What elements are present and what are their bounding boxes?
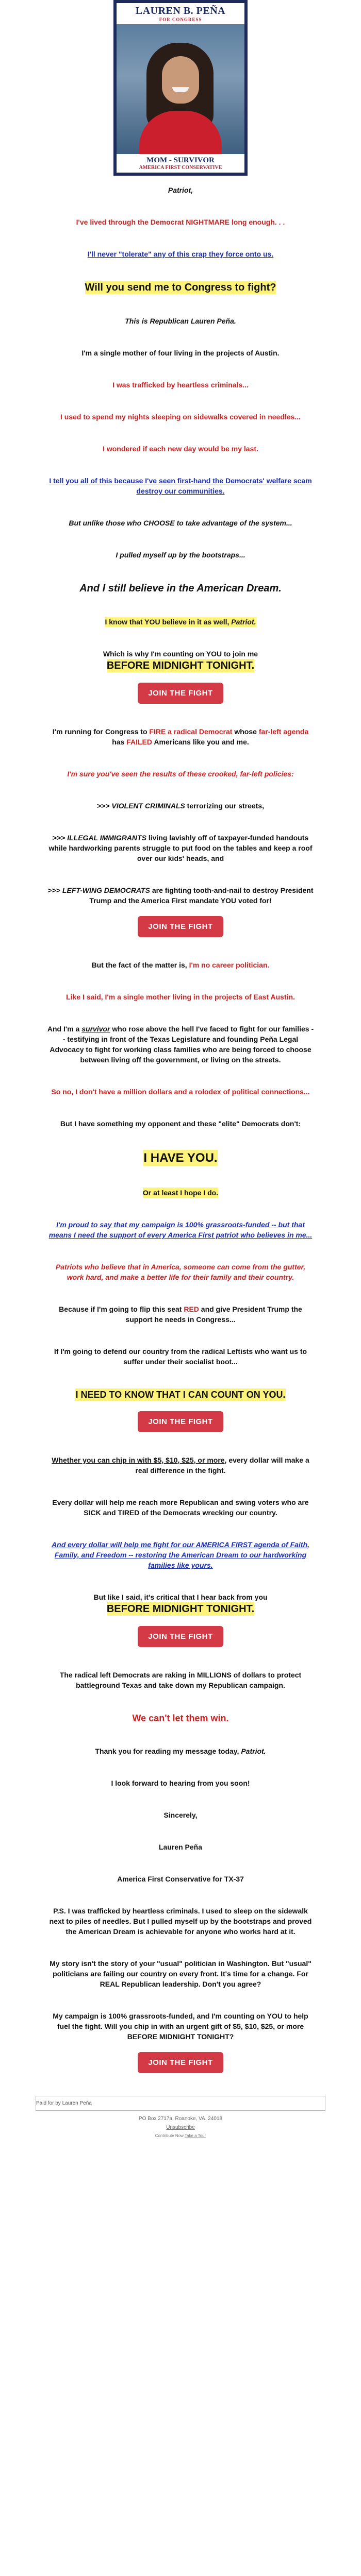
midnight-callout: Which is why I'm counting on YOU to join me BEFORE MIDNIGHT TONIGHT.	[103, 650, 258, 671]
join-the-fight-button[interactable]: JOIN THE FIGHT	[138, 2052, 223, 2073]
signoff: Sincerely,	[163, 1811, 198, 1819]
paragraph: Whether you can chip in with $5, $10, $25, or more, every dollar will make a real difference in the fight.	[52, 1456, 309, 1475]
join-the-fight-button[interactable]: JOIN THE FIGHT	[138, 1626, 223, 1647]
paragraph: Because if I'm going to flip this seat RED and give President Trump the support he needs in Congress...	[59, 1305, 302, 1324]
paragraph: Like I said, I'm a single mother living in the projects of East Austin.	[66, 993, 295, 1001]
paragraph: I used to spend my nights sleeping on sidewalks covered in needles...	[60, 413, 301, 421]
highlight-heading: I HAVE YOU.	[143, 1151, 218, 1165]
paragraph: Patriots who believe that in America, someone can come from the gutter, work hard, and make a better life for their family and their country.	[55, 1263, 306, 1281]
header-subtitle: FOR CONGRESS	[159, 17, 202, 22]
unsubscribe-link[interactable]: Unsubscribe	[166, 2125, 195, 2130]
highlight-paragraph: Or at least I hope I do.	[142, 1189, 219, 1197]
highlight-paragraph: I know that YOU believe in it as well, Patriot.	[105, 618, 256, 626]
candidate-tagline: AMERICA FIRST CONSERVATIVE	[139, 165, 222, 171]
link-paragraph[interactable]: I'll never "tolerate" any of this crap they force onto us.	[87, 250, 274, 258]
candidate-name: LAUREN B. PEÑA	[135, 5, 226, 16]
paragraph: The radical left Democrats are raking in MILLIONS of dollars to protect battleground Texas and take down my Republican campaign.	[59, 1671, 302, 1689]
signature-title: America First Conservative for TX-37	[117, 1875, 244, 1883]
candidate-photo	[117, 24, 244, 154]
midnight-callout: But like I said, it's critical that I hear back from you BEFORE MIDNIGHT TONIGHT.	[93, 1593, 268, 1615]
bullet-paragraph: >>> VIOLENT CRIMINALS terrorizing our streets,	[96, 802, 265, 810]
paragraph: But the fact of the matter is, I'm no career politician.	[91, 961, 270, 969]
paragraph: My campaign is 100% grassroots-funded, and I'm counting on YOU to help fuel the fight. Will you chip in with an urgent gift of $5, $10, $25, or more BEFORE MIDNIGHT TONIGHT?	[53, 2012, 308, 2041]
paragraph: I'm running for Congress to FIRE a radical Democrat whose far-left agenda has FAILED Americans like you and me.	[52, 727, 309, 746]
paragraph: And I'm a survivor who rose above the hell I've faced to fight for our families -- testifying in front of the Texas Legislature and founding Peña Legal Advocacy to fight for working class families who are being forced to choose between living off the government, or living on the streets.	[47, 1025, 314, 1064]
header-bottom-banner	[117, 154, 244, 173]
paragraph: I've lived through the Democrat NIGHTMARE long enough. . .	[76, 218, 285, 226]
paid-for-disclaimer	[36, 2096, 325, 2111]
bullet-paragraph: >>> ILLEGAL IMMIGRANTS living lavishly off of taxpayer-funded handouts while hardworking parents struggle to put food on the tables and keep a roof over our kids' heads, and	[48, 834, 313, 862]
salutation: Patriot,	[168, 186, 193, 194]
paragraph: Every dollar will help me reach more Republican and swing voters who are SICK and TIRED of the Democrats wrecking our country.	[52, 1498, 309, 1517]
paragraph: I look forward to hearing from you soon!	[111, 1779, 250, 1787]
join-the-fight-button[interactable]: JOIN THE FIGHT	[138, 1411, 223, 1432]
link-paragraph[interactable]: I'm proud to say that my campaign is 100% grassroots-funded -- but that means I need the support of every America First patriot who believes in me...	[48, 1221, 313, 1239]
tour-link[interactable]: Take a Tour	[185, 2133, 206, 2138]
paragraph: This is Republican Lauren Peña.	[125, 317, 236, 325]
paragraph: I pulled myself up by the bootstraps...	[116, 551, 245, 559]
paragraph: I'm a single mother of four living in the projects of Austin.	[81, 349, 280, 357]
paragraph: But I have something my opponent and these "elite" Democrats don't:	[60, 1120, 301, 1128]
mailing-address: PO Box 2717a, Roanoke, VA, 24018	[138, 2116, 223, 2122]
signature-name: Lauren Peña	[158, 1843, 203, 1851]
highlight-question: Will you send me to Congress to fight?	[85, 282, 276, 293]
join-the-fight-button[interactable]: JOIN THE FIGHT	[138, 916, 223, 937]
paragraph-large: We can't let them win.	[132, 1713, 229, 1723]
paragraph-large: And I still believe in the American Dream.	[79, 583, 282, 594]
paid-for-text: Paid for by Lauren Peña	[36, 2100, 92, 2106]
header-top-banner	[117, 3, 244, 24]
paragraph: But unlike those who CHOOSE to take advantage of the system...	[69, 519, 292, 527]
highlight-heading: I NEED TO KNOW THAT I CAN COUNT ON YOU.	[75, 1389, 286, 1400]
postscript: P.S. I was trafficked by heartless criminals. I used to sleep on the sidewalk next to piles of needles. But I pulled myself up by the bootstraps and proved the American Dream is achievable for anyone who works hard at it.	[49, 1907, 312, 1936]
email-body	[46, 0, 315, 2073]
paragraph: My story isn't the story of your "usual" politician in Washington. But "usual" politicians are failing our country on every front. It's time for a change. For REAL Republican leadership. Don't you agree?	[50, 1959, 311, 1988]
candidate-role: MOM - SURVIVOR	[146, 156, 215, 164]
paragraph: Thank you for reading my message today, Patriot.	[95, 1747, 266, 1755]
paragraph: If I'm going to defend our country from the radical Leftists who want us to suffer under their socialist boot...	[54, 1347, 307, 1366]
paragraph: I'm sure you've seen the results of these crooked, far-left policies:	[67, 770, 294, 778]
bullet-paragraph: >>> LEFT-WING DEMOCRATS are fighting tooth-and-nail to destroy President Trump and the America First mandate YOU voted for!	[47, 886, 314, 905]
paragraph: I was trafficked by heartless criminals...	[112, 381, 249, 389]
link-paragraph[interactable]: And every dollar will help me fight for our AMERICA FIRST agenda of Faith, Family, and Freedom -- restoring the American Dream to our hardworking families like yours.	[52, 1540, 309, 1569]
join-the-fight-button[interactable]: JOIN THE FIGHT	[138, 683, 223, 704]
powered-by: Contribute Now Take a Tour	[155, 2133, 206, 2138]
paragraph: So no, I don't have a million dollars and a rolodex of political connections...	[51, 1088, 310, 1096]
campaign-header	[113, 0, 248, 176]
link-paragraph[interactable]: I tell you all of this because I've seen first-hand the Democrats' welfare scam destroy our communities.	[49, 477, 312, 495]
paragraph: I wondered if each new day would be my last.	[103, 445, 258, 453]
